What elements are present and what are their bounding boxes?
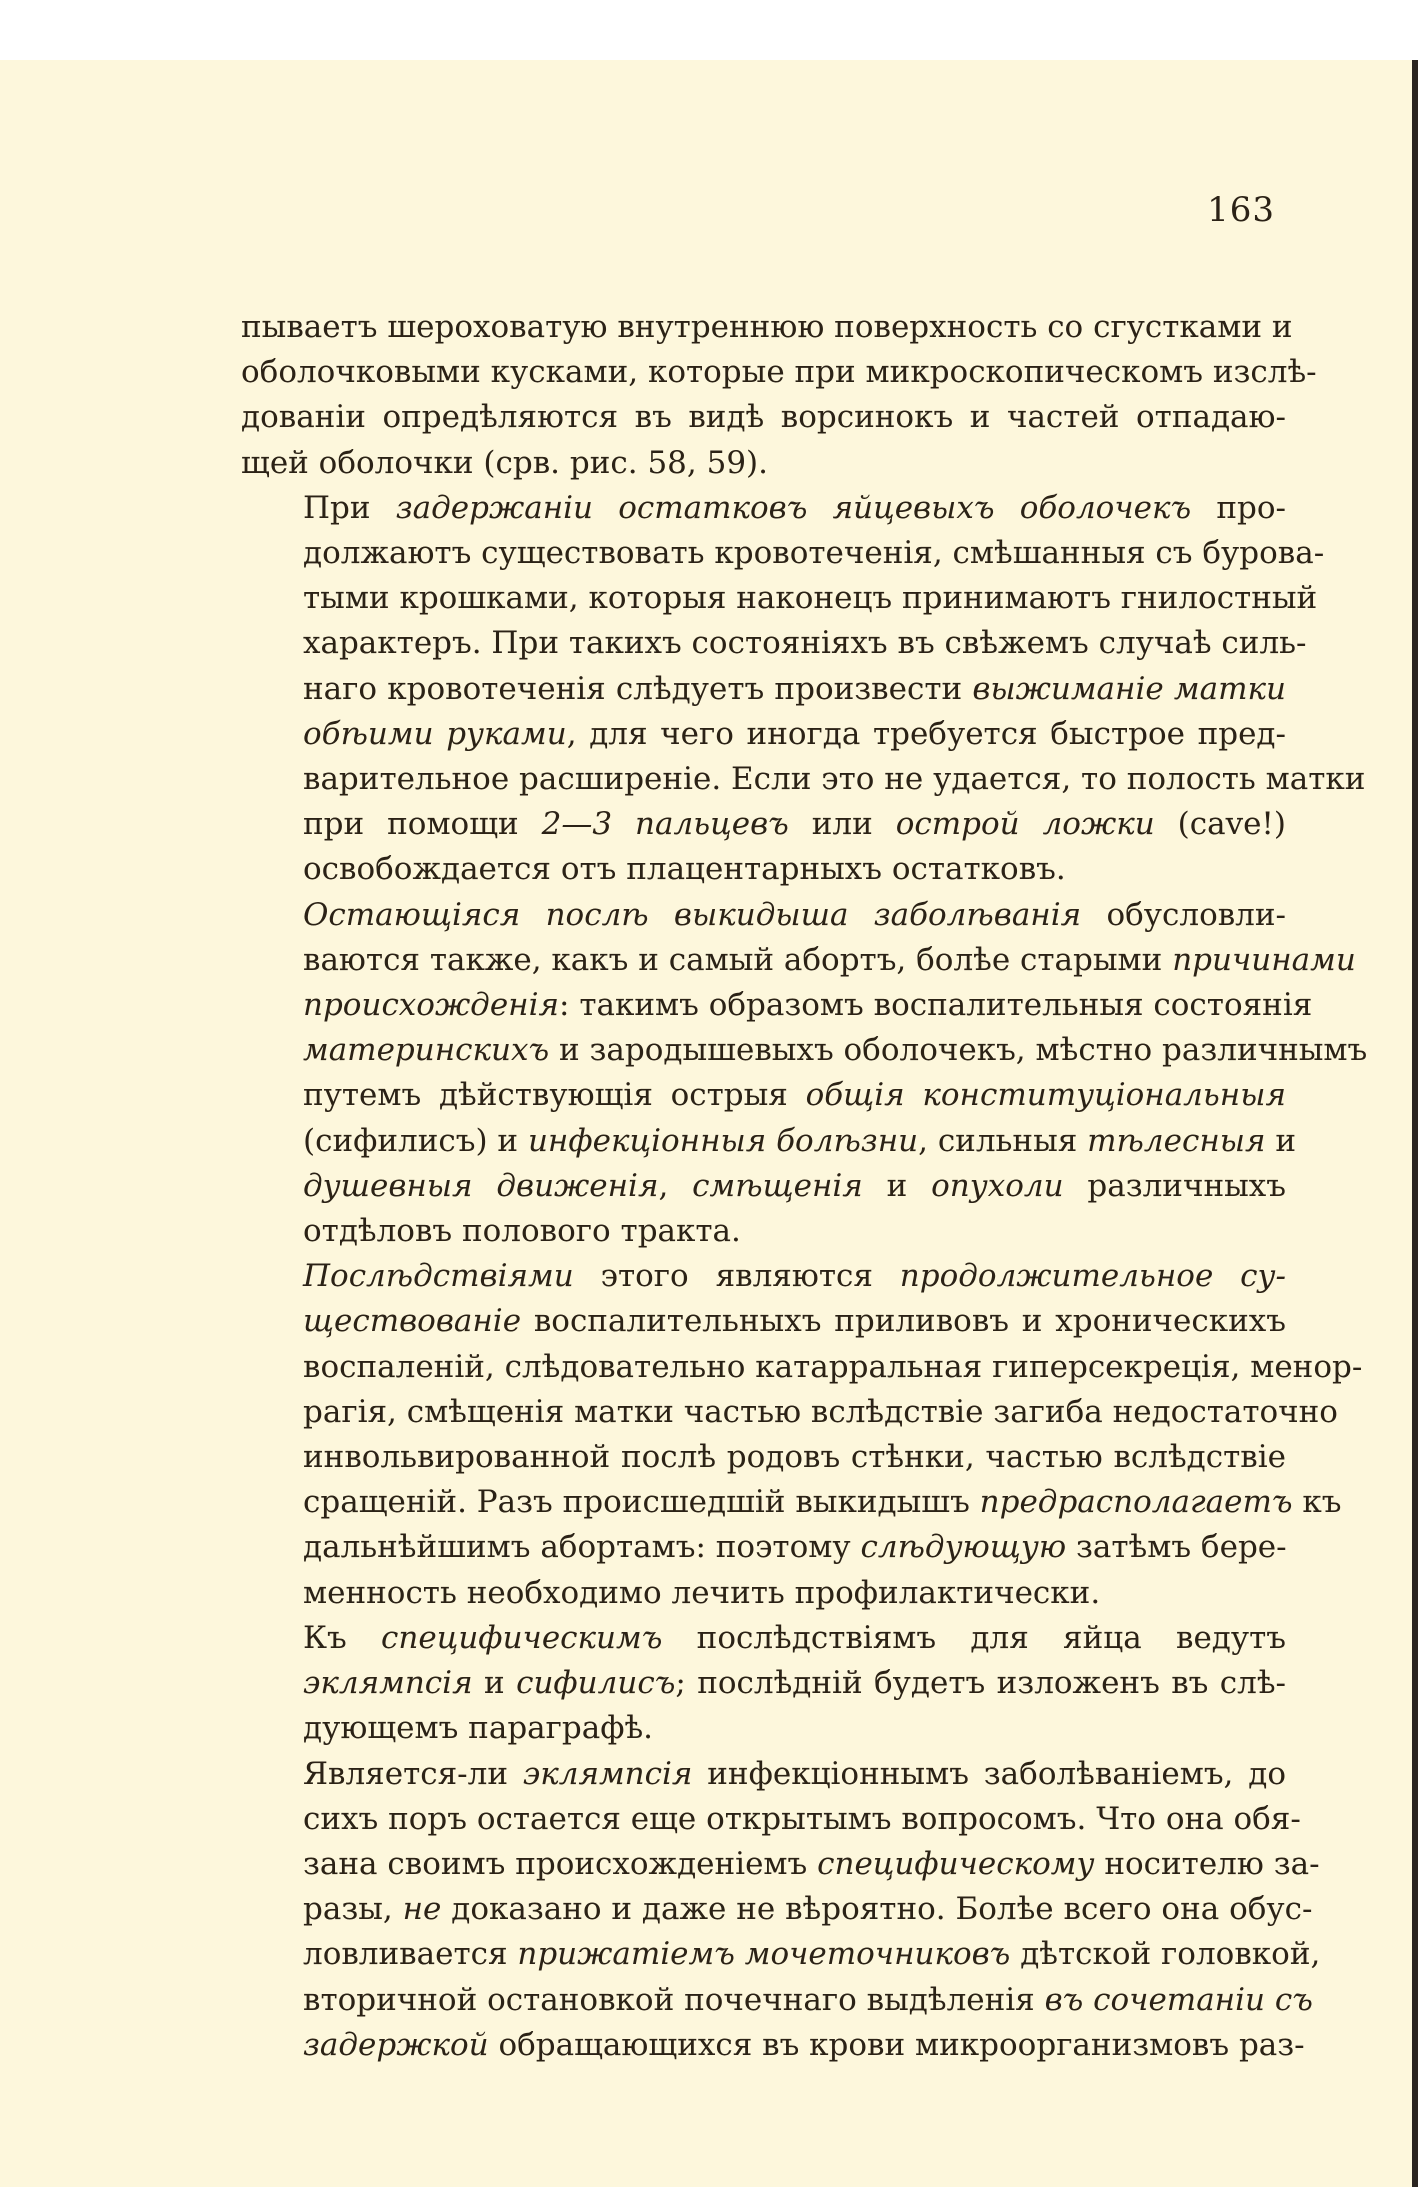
emphasized-text: слѣдующую [860,1529,1067,1566]
text-line: материнскихъ и зародышевыхъ оболочекъ, мѣстно различнымъ [303,1032,1368,1069]
text-line: ваются также, какъ и самый абортъ, болѣе старыми причинами [303,941,1356,978]
emphasized-text: происхожденія [303,987,560,1024]
text-line: ществованіе воспалительныхъ приливовъ и хроническихъ [303,1303,1286,1340]
text-line: душевныя движенія, смѣщенія и опухоли различныхъ [303,1167,1286,1204]
text-line: разы, не доказано и даже не вѣроятно. Болѣе всего она обус- [303,1891,1313,1928]
emphasized-text: задержкой [303,2026,489,2063]
page-number: 163 [1207,190,1275,230]
emphasized-text: обѣими руками [303,715,567,752]
text-line: происхожденія: такимъ образомъ воспалительныя состоянія [303,987,1313,1024]
body-text [241,305,1368,2068]
emphasized-text: прижатіемъ мочеточниковъ [517,1936,1011,1973]
emphasized-text: острой ложки [895,806,1155,843]
text-line: наго кровотеченія слѣдуетъ произвести выжиманіе матки [303,670,1286,707]
emphasized-text: материнскихъ [303,1032,550,1069]
emphasized-text: эклямпсія [522,1755,693,1792]
emphasized-text: Послѣдствіями [303,1258,574,1295]
text-line: пываетъ шероховатую внутреннюю поверхность со сгустками и [241,309,1293,345]
text-line: дальнѣйшимъ абортамъ: поэтому слѣдующую затѣмъ бере- [303,1529,1287,1566]
text-line: Является-ли эклямпсія инфекціоннымъ заболѣваніемъ, до [303,1755,1286,1792]
text-line: характеръ. При такихъ состояніяхъ въ свѣжемъ случаѣ силь- [303,625,1307,662]
text-line: путемъ дѣйствующія острыя общія конституціональныя [303,1077,1286,1114]
emphasized-text: предрасполагаетъ [979,1484,1293,1521]
text-line: Остающіяся послѣ выкидыша заболѣванія обусловли- [303,896,1287,933]
emphasized-text: въ сочетаніи съ [1044,1981,1313,2018]
text-line: Послѣдствіями этого являются продолжительное су- [303,1258,1286,1295]
text-line: Къ специфическимъ послѣдствіямъ для яйца ведутъ [303,1619,1286,1656]
emphasized-text: задержаніи остатковъ яйцевыхъ оболочекъ [395,489,1192,526]
text-line: При задержаніи остатковъ яйцевыхъ оболочекъ про- [303,489,1287,526]
text-line: задержкой обращающихся въ крови микроорганизмовъ раз- [303,2026,1305,2063]
text-line: зана своимъ происхожденіемъ специфическому носителю за- [303,1845,1320,1882]
text-line: оболочковыми кусками, которые при микроскопическомъ изслѣ- [241,354,1317,391]
text-line: эклямпсія и сифилисъ; послѣдній будетъ изложенъ въ слѣ- [303,1665,1286,1702]
emphasized-text: не [402,1891,442,1928]
paragraph [241,486,1366,893]
emphasized-text: специфическимъ [381,1619,663,1656]
text-line: щей оболочки (срв. рис. 58, 59). [241,444,768,481]
paragraph [241,305,1317,486]
emphasized-text: тѣлесныя [1087,1122,1266,1159]
text-line: (сифилисъ) и инфекціонныя болѣзни, сильныя тѣлесныя и [303,1122,1297,1159]
text-line: при помощи 2—3 пальцевъ или острой ложки (cave!) [303,806,1286,843]
text-line: освобождается отъ плацентарныхъ остатковъ. [303,851,1066,888]
text-line: дующемъ параграфѣ. [303,1710,654,1747]
emphasized-text: выжиманіе матки [972,670,1286,707]
emphasized-text: специфическому [817,1845,1095,1882]
paragraph [241,1254,1363,1616]
text-line: инвольвированной послѣ родовъ стѣнки, частью вслѣдствіе [303,1439,1286,1476]
text-line: ловливается прижатіемъ мочеточниковъ дѣтской головкой, [303,1936,1321,1973]
paragraph [241,893,1368,1255]
book-page [0,60,1418,2187]
emphasized-text: причинами [1172,941,1356,978]
emphasized-text: Остающіяся послѣ выкидыша заболѣванія [303,896,1082,933]
text-line: обѣими руками, для чего иногда требуется быстрое пред- [303,715,1286,752]
emphasized-text: душевныя движенія [303,1167,659,1204]
text-line: тыми крошками, которыя наконецъ принимаютъ гнилостный [303,580,1318,617]
paragraph [241,1752,1321,2068]
emphasized-text: общія конституціональныя [805,1077,1286,1114]
emphasized-text: инфекціонныя болѣзни [527,1122,919,1159]
text-line: рагія, смѣщенія матки частью вслѣдствіе загиба недостаточно [303,1393,1338,1430]
text-line: варительное расширеніе. Если это не удается, то полость матки [303,761,1366,798]
text-line: менность необходимо лечить профилактически. [303,1574,1101,1611]
text-line: сращеній. Разъ происшедшій выкидышъ предрасполагаетъ къ [303,1484,1342,1521]
emphasized-text: смѣщенія [692,1167,863,1204]
text-line: вторичной остановкой почечнаго выдѣленія въ сочетаніи съ [303,1981,1313,2018]
emphasized-text: сифилисъ [516,1665,676,1702]
emphasized-text: ществованіе [303,1303,522,1340]
paragraph [241,1616,1286,1752]
emphasized-text: эклямпсія [303,1665,473,1702]
emphasized-text: 2—3 пальцевъ [541,806,789,843]
text-line: должаютъ существовать кровотеченія, смѣшанныя съ бурова- [303,535,1325,572]
text-line: воспаленій, слѣдовательно катарральная гиперсекреція, менор- [303,1348,1363,1385]
emphasized-text: продолжительное су- [899,1258,1286,1295]
text-line: сихъ поръ остается еще открытымъ вопросомъ. Что она обя- [303,1800,1301,1837]
emphasized-text: опухоли [931,1167,1064,1204]
text-line: дованіи опредѣляются въ видѣ ворсинокъ и частей отпадаю- [241,399,1286,436]
text-line: отдѣловъ полового тракта. [303,1213,741,1250]
